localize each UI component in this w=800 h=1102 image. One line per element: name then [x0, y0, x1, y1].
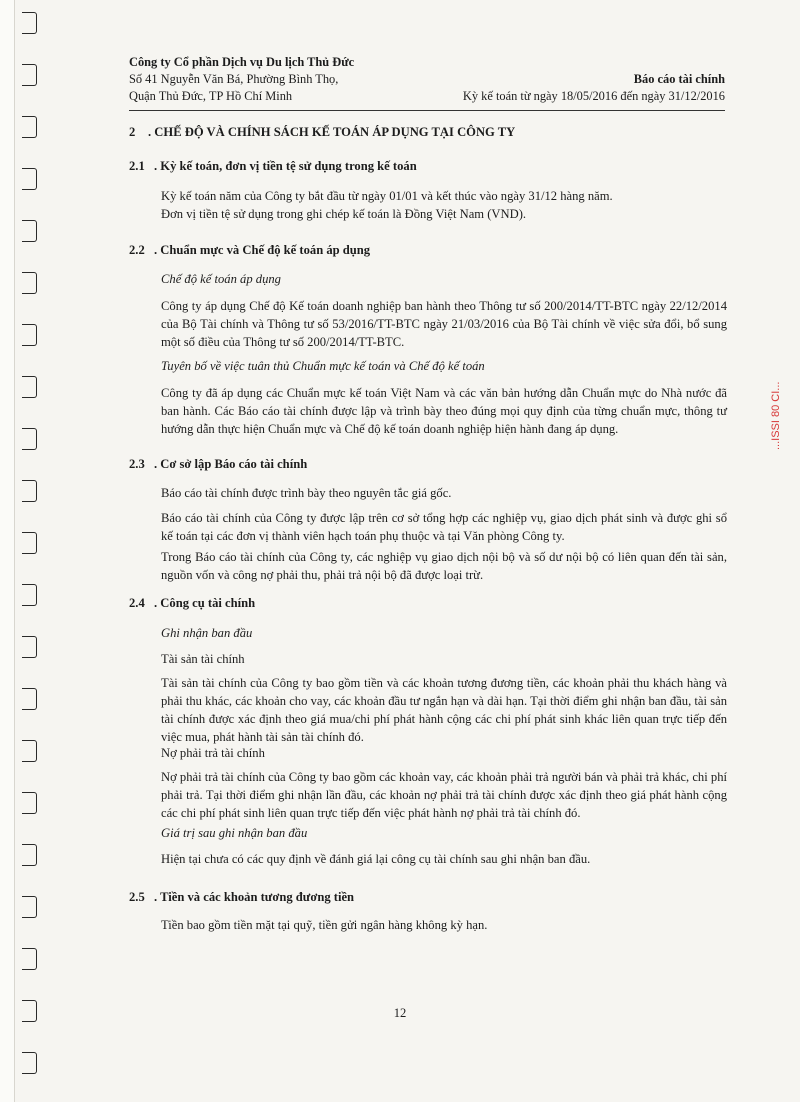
section-2-4-para3: Hiện tại chưa có các quy định về đánh giá lại công cụ tài chính sau ghi nhận ban đầu.: [161, 852, 591, 866]
section-2-4-title: . Công cụ tài chính: [154, 596, 256, 610]
section-2-2-para2: Công ty đã áp dụng các Chuẩn mực kế toán Việt Nam và các văn bản hướng dẫn Chuẩn mực do Nhà nước đã ban hành. Các Báo cáo tài chính được lập và trình bày theo đúng mọi quy định của từng chuẩn mực, thông tư hướng dẫn thực hiện Chuẩn mực và Chế độ kế toán doanh nghiệp hiện hành đang áp dụng.: [161, 386, 727, 436]
section-2-title: . CHẾ ĐỘ VÀ CHÍNH SÁCH KẾ TOÁN ÁP DỤNG TẠI CÔNG TY: [148, 125, 516, 139]
section-2-1-line1: Kỳ kế toán năm của Công ty bắt đầu từ ngày 01/01 và kết thúc vào ngày 31/12 hàng năm.: [161, 189, 613, 203]
section-2-2-number: 2.2: [129, 243, 145, 257]
section-2-3-number: 2.3: [129, 457, 145, 471]
spiral-binding: [22, 0, 42, 1102]
section-2-1-title: . Kỳ kế toán, đơn vị tiền tệ sử dụng trong kế toán: [154, 159, 417, 173]
section-2-3-para2: Báo cáo tài chính của Công ty được lập trên cơ sở tổng hợp các nghiệp vụ, giao dịch phát sinh và được ghi sổ kế toán tại các đơn vị thành viên hạch toán phụ thuộc và tại Văn phòng Công ty.: [161, 511, 727, 543]
section-2-2-sub1: Chế độ kế toán áp dụng: [161, 272, 281, 286]
company-name: Công ty Cổ phần Dịch vụ Du lịch Thủ Đức: [129, 55, 355, 69]
section-2-4-label1: Tài sản tài chính: [161, 652, 245, 666]
section-2-5-title: . Tiền và các khoản tương đương tiền: [154, 890, 355, 904]
page-edge: [0, 0, 15, 1102]
section-2-2-sub2: Tuyên bố về việc tuân thủ Chuẩn mực kế toán và Chế độ kế toán: [161, 359, 485, 373]
section-2-5-para1: Tiền bao gồm tiền mặt tại quỹ, tiền gửi ngân hàng không kỳ hạn.: [161, 918, 488, 932]
section-2-4-sub2: Giá trị sau ghi nhận ban đầu: [161, 826, 308, 840]
section-2-4-para2: Nợ phải trả tài chính của Công ty bao gồm các khoản vay, các khoản phải trả người bán và phải trả khác, chi phí phải trả. Tại thời điểm ghi nhận lần đầu, các khoản nợ phải trả tài chính được xác định theo giá phát hành cộng các chi phí phát sinh liên quan trực tiếp đến việc phát hành nợ phải trả tài chính đó.: [161, 770, 727, 820]
section-2-number: 2: [129, 125, 136, 139]
report-title: Báo cáo tài chính: [633, 72, 725, 86]
header-rule: [129, 110, 725, 111]
company-address-line1: Số 41 Nguyễn Văn Bá, Phường Bình Thọ,: [129, 72, 339, 86]
margin-stamp-text: ...ISSI 80 CI...: [770, 381, 782, 450]
section-2-4-sub1: Ghi nhận ban đầu: [161, 626, 253, 640]
page-header: [129, 54, 725, 105]
section-2-2-para1: Công ty áp dụng Chế độ Kế toán doanh nghiệp ban hành theo Thông tư số 200/2014/TT-BTC ngày 22/12/2014 của Bộ Tài chính và Thông tư số 53/2016/TT-BTC ngày 21/03/2016 của Bộ Tài chính về việc sửa đổi, bổ sung một số điều của Thông tư số 200/2014/TT-BTC.: [161, 299, 727, 349]
section-2-3-title: . Cơ sở lập Báo cáo tài chính: [154, 457, 308, 471]
report-period: Kỳ kế toán từ ngày 18/05/2016 đến ngày 31/12/2016: [462, 89, 725, 103]
section-2-1-line2: Đơn vị tiền tệ sử dụng trong ghi chép kế toán là Đồng Việt Nam (VND).: [161, 207, 527, 221]
section-2-2-title: . Chuẩn mực và Chế độ kế toán áp dụng: [154, 243, 371, 257]
section-2-4-para1: Tài sản tài chính của Công ty bao gồm tiền và các khoản tương đương tiền, các khoản phải thu khách hàng và phải thu khác, các khoản cho vay, các khoản đầu tư ngắn hạn và dài hạn. Tại thời điểm ghi nhận ban đầu, tài sản tài chính được xác định theo giá mua/chi phí phát hành cộng các chi phí phát sinh khác liên quan trực tiếp đến việc mua, phát hành tài sản tài chính đó.: [161, 676, 727, 744]
section-2-4-number: 2.4: [129, 596, 145, 610]
page-number: 12: [393, 1006, 407, 1020]
section-2-5-number: 2.5: [129, 890, 145, 904]
margin-stamp: [762, 330, 800, 450]
section-2-3-para3: Trong Báo cáo tài chính của Công ty, các nghiệp vụ giao dịch nội bộ và số dư nội bộ có liên quan đến tài sản, nguồn vốn và công nợ phải thu, phải trả nội bộ đã được loại trừ.: [161, 550, 727, 582]
company-address-line2: Quận Thủ Đức, TP Hồ Chí Minh: [129, 89, 293, 103]
section-2-3-para1: Báo cáo tài chính được trình bày theo nguyên tắc giá gốc.: [161, 486, 452, 500]
section-2-4-label2: Nợ phải trả tài chính: [161, 746, 265, 760]
section-2-1-number: 2.1: [129, 159, 145, 173]
